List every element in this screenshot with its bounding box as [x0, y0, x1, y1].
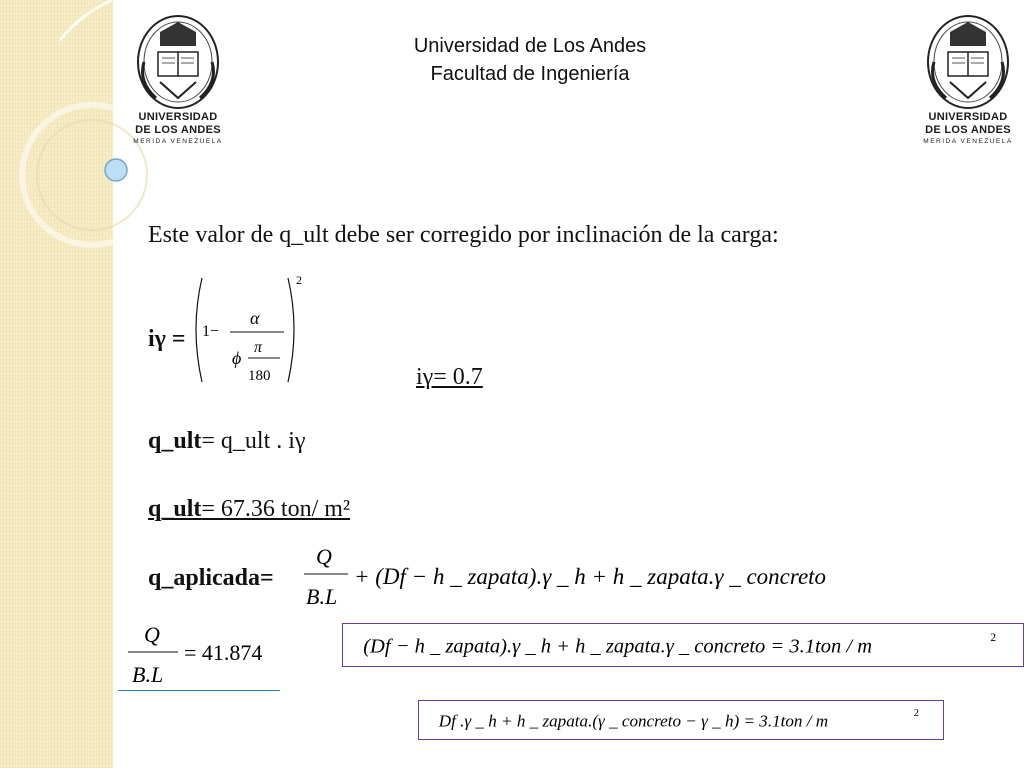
qult-label: q_ult: [148, 496, 202, 522]
logo-caption: DE LOS ANDES: [925, 124, 1011, 136]
qult-value-line: [148, 496, 350, 523]
qult-expression: = q_ult . iγ: [201, 428, 306, 454]
university-logo-left: [130, 12, 226, 152]
logo-caption: UNIVERSIDAD: [928, 111, 1008, 123]
qbl-formula: [118, 618, 288, 692]
igamma-result: iγ= 0.7: [416, 364, 483, 390]
qult-label: q_ult: [148, 428, 202, 454]
box2-exponent: 2: [913, 708, 919, 720]
qapl-rest: + (Df − h _ zapata).γ _ h + h _ zapata.γ _ concreto: [354, 564, 827, 589]
igamma-label: iγ =: [148, 326, 186, 352]
seal-icon: [130, 12, 226, 110]
igamma-one-minus: 1−: [202, 323, 220, 340]
slide-header: [360, 32, 700, 88]
igamma-alpha: α: [250, 308, 260, 328]
igamma-phi: ϕ: [232, 348, 242, 368]
qbl-value: = 41.874: [184, 640, 263, 665]
igamma-formula: [188, 266, 308, 392]
boxed-formula-1: [342, 623, 1024, 667]
box2-text: Df .γ _ h + h _ zapata.(γ _ concreto − γ _ h) = 3.1ton / m: [438, 711, 829, 731]
qapl-numerator: Q: [316, 544, 332, 569]
university-logo-right: [920, 12, 1016, 152]
seal-icon: [920, 12, 1016, 110]
qbl-denominator: B.L: [132, 662, 164, 687]
faculty-name: Facultad de Ingeniería: [430, 63, 630, 85]
igamma-exponent: 2: [296, 273, 302, 287]
boxed-formula-2: [418, 700, 944, 740]
logo-caption: MERIDA VENEZUELA: [133, 138, 223, 145]
qult-equation: [148, 428, 306, 455]
logo-caption: DE LOS ANDES: [135, 124, 221, 136]
logo-caption: MERIDA VENEZUELA: [923, 138, 1013, 145]
box1-exponent: 2: [990, 632, 997, 645]
qult-value: = 67.36 ton/ m²: [201, 496, 351, 522]
qapl-denominator: B.L: [306, 584, 338, 609]
intro-text: Este valor de q_ult debe ser corregido por inclinación de la carga:: [148, 222, 779, 248]
qaplicada-label: q_aplicada=: [148, 565, 274, 591]
university-name: Universidad de Los Andes: [413, 35, 647, 57]
box1-text: (Df − h _ zapata).γ _ h + h _ zapata.γ _ concreto = 3.1ton / m: [363, 635, 873, 658]
logo-caption: UNIVERSIDAD: [138, 111, 218, 123]
igamma-denominator: 180: [248, 368, 271, 384]
qbl-numerator: Q: [144, 622, 160, 647]
boxed-formula-1-text: [343, 624, 1023, 666]
divider-line: [118, 690, 280, 691]
igamma-pi: π: [254, 339, 263, 356]
qaplicada-formula: [300, 540, 940, 612]
boxed-formula-2-text: [419, 701, 943, 739]
